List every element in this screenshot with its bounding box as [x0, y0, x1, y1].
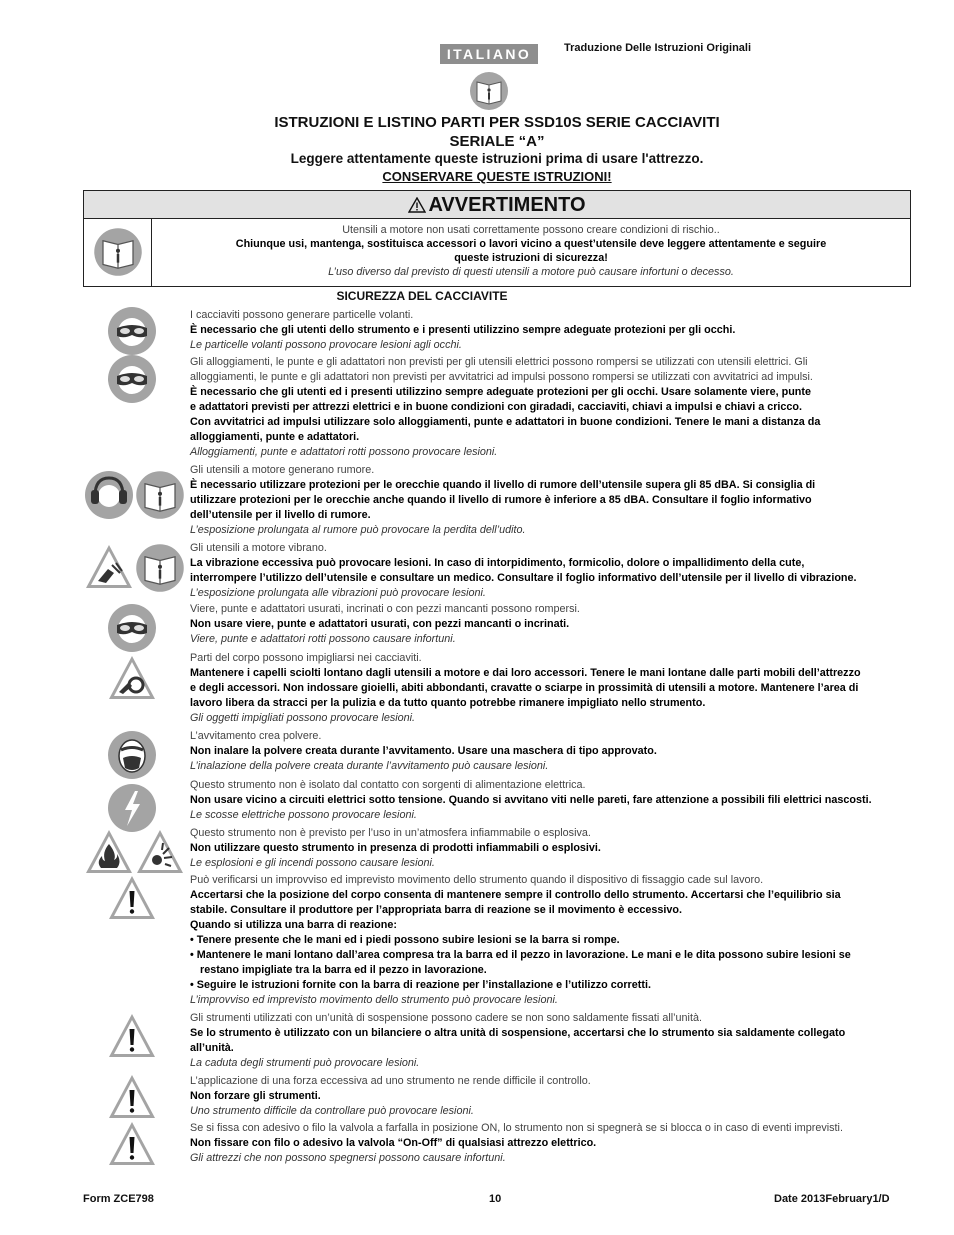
instruction-text: lavoro libera da stracci per la pulizia e da tutto quanto potrebbe rimanere impigliato nello strumento.	[190, 697, 706, 709]
consequence-text: Uno strumento difficile da controllare può provocare lesioni.	[190, 1105, 474, 1117]
instruction-text: Quando si utilizza una barra di reazione:	[190, 919, 397, 931]
read-manual-icon	[135, 543, 185, 593]
hazard-text: Può verificarsi un improvviso ed imprevisto movimento dello strumento quando il dispositivo di fissaggio cade sul lavoro.	[190, 874, 764, 886]
hazard-text: Gli utensili a motore vibrano.	[190, 542, 327, 554]
instruction-text: e degli accessori. Non indossare gioielli, abiti abbondanti, cravatte o sciarpe in prossimità di utensili a motore. Mantenere l’area di	[190, 682, 859, 694]
form-number: Form ZCE798	[83, 1193, 154, 1205]
doc-title-line1: ISTRUZIONI E LISTINO PARTI PER SSD10S SERIE CACCIAVITI	[274, 114, 720, 131]
consequence-text: Viere, punte e adattatori rotti possono causare infortuni.	[190, 633, 456, 645]
entanglement-hazard-icon	[107, 654, 157, 701]
section-title: SICUREZZA DEL CACCIAVITE	[336, 289, 508, 303]
hazard-text: Questo strumento non è previsto per l’uso in un’atmosfera infiammabile o esplosiva.	[190, 827, 591, 839]
hazard-text: L’applicazione di una forza eccessiva ad uno strumento ne rende difficile il controllo.	[190, 1075, 591, 1087]
warning-line: Utensili a motore non usati correttamente possono creare condizioni di rischio..	[342, 224, 720, 236]
safety-block-sockets	[190, 355, 914, 460]
safety-block-dust	[190, 729, 914, 774]
vibration-hazard-icon	[84, 543, 134, 590]
translation-note: Traduzione Delle Istruzioni Originali	[564, 42, 752, 54]
bullet-item: • Seguire le istruzioni fornite con la barra di reazione per l’installazione e l’utilizzo corretti.	[190, 979, 651, 991]
consequence-text: Gli oggetti impigliati possono provocare lesioni.	[190, 712, 416, 724]
instruction-text: Mantenere i capelli sciolti lontano dagli utensili a motore e dai loro accessori. Tenere le mani lontane dalle parti mobili dell’attrezzo	[190, 667, 861, 679]
read-manual-icon	[135, 470, 185, 520]
warning-box	[83, 190, 911, 287]
consequence-text: Alloggiamenti, punte e adattatori rotti possono provocare lesioni.	[190, 446, 498, 458]
read-manual-icon	[93, 227, 143, 277]
read-instructions-note: Leggere attentamente queste istruzioni prima di usare l'attrezzo.	[290, 151, 704, 166]
instruction-text: all’unità.	[190, 1042, 234, 1054]
eye-protection-icon	[107, 603, 157, 653]
warning-heading-text: AVVERTIMENTO	[428, 194, 586, 216]
instruction-text: e adattatori previsti per attrezzi elettrici e in buone condizioni con giradadi, cacciaviti, chiavi a impulsi e chiavi a cricco.	[190, 401, 803, 413]
safety-block-electric	[190, 778, 914, 823]
warning-triangle-icon	[408, 197, 426, 213]
general-warning-icon	[107, 874, 157, 921]
consequence-text: Le scosse elettriche possono provocare lesioni.	[190, 809, 417, 821]
general-warning-icon	[107, 1012, 157, 1059]
hazard-text: Gli alloggiamenti, le punte e gli adattatori non previsti per gli utensili elettrici possono rompersi se utilizzati con utensili elettrici. Gli	[190, 356, 808, 368]
hazard-text: Gli utensili a motore generano rumore.	[190, 464, 375, 476]
safety-block-entanglement	[190, 651, 914, 726]
instruction-text: Non inalare la polvere creata durante l’avvitamento. Usare una maschera di tipo approvato.	[190, 745, 657, 757]
electric-shock-icon	[107, 783, 157, 833]
instruction-text: Non usare viere, punte e adattatori usurati, con pezzi mancanti o incrinati.	[190, 618, 570, 630]
consequence-text: L’esposizione prolungata al rumore può provocare la perdita dell’udito.	[190, 524, 526, 536]
instruction-text: utilizzare protezioni per le orecchie anche quando il livello di rumore è inferiore a 85 dBA. Consultare il foglio informativo	[190, 494, 812, 506]
language-label: ITALIANO	[440, 44, 538, 64]
instruction-text: interrompere l’utilizzo dell’utensile e consultare un medico. Consultare il foglio informativo dell’utensile per il livello di vibrazione.	[190, 572, 857, 584]
instruction-text: Accertarsi che la posizione del corpo consenta di mantenere sempre il controllo dello strumento. Accertarsi che l’equilibrio sia	[190, 889, 841, 901]
page-number: 10	[489, 1193, 502, 1205]
instruction-text: È necessario utilizzare protezioni per le orecchie quando il livello di rumore dell’utensile supera gli 85 dBA. Si consiglia di	[190, 479, 816, 491]
instruction-text: dell’utensile per il livello di rumore.	[190, 509, 371, 521]
consequence-text: La caduta degli strumenti può provocare lesioni.	[190, 1057, 420, 1069]
instruction-text: Con avvitatrici ad impulsi utilizzare solo alloggiamenti, punte e adattatori in buone condizioni. Tenere le mani a distanza da	[190, 416, 821, 428]
consequence-text: Gli attrezzi che non possono spegnersi possono causare infortuni.	[190, 1152, 506, 1164]
hazard-text: I cacciaviti possono generare particelle volanti.	[190, 309, 414, 321]
consequence-text: Le esplosioni e gli incendi possono causare lesioni.	[190, 857, 435, 869]
flammable-hazard-icon	[84, 828, 134, 875]
instruction-text: Non utilizzare questo strumento in presenza di prodotti infiammabili o esplosivi.	[190, 842, 601, 854]
safety-block-vibration	[190, 541, 914, 601]
instruction-text: alloggiamenti, punte e adattatori.	[190, 431, 360, 443]
safety-block-throttle	[190, 1121, 914, 1166]
eye-protection-icon	[107, 354, 157, 404]
safety-block-worn-accessories	[190, 602, 914, 647]
general-warning-icon	[107, 1120, 157, 1167]
warning-line: L’uso diverso dal previsto di questi utensili a motore può causare infortuni o decesso.	[328, 266, 734, 278]
instruction-text: Non forzare gli strumenti.	[190, 1090, 321, 1102]
instruction-text: La vibrazione eccessiva può provocare lesioni. In caso di intorpidimento, formicolio, dolore o impallidimento della cute,	[190, 557, 805, 569]
safety-block-flying-particles	[190, 308, 914, 353]
hazard-text: Viere, punte e adattatori usurati, incrinati o con pezzi mancanti possono rompersi.	[190, 603, 580, 615]
instruction-text: È necessario che gli utenti ed i presenti utilizzino sempre adeguate protezioni per gli occhi. Usare solamente viere, punte	[190, 386, 811, 398]
bullet-item: • Tenere presente che le mani ed i piedi possono subire lesioni se la barra si rompe.	[190, 934, 620, 946]
hazard-text: Gli strumenti utilizzati con un’unità di sospensione possono cadere se non sono saldamente fissati all’unità.	[190, 1012, 702, 1024]
hazard-text: L’avvitamento crea polvere.	[190, 730, 322, 742]
document-date: Date 2013February1/D	[774, 1193, 890, 1205]
warning-line: queste istruzioni di sicurezza!	[454, 252, 608, 264]
safety-block-force	[190, 1074, 914, 1119]
consequence-text: L’inalazione della polvere creata durante l’avvitamento può causare lesioni.	[190, 760, 549, 772]
safety-block-suspension	[190, 1011, 914, 1071]
hazard-text: Se si fissa con adesivo o filo la valvola a farfalla in posizione ON, lo strumento non si spegnerà se si blocca o in caso di eventi imprevisti.	[190, 1122, 843, 1134]
hazard-text: Questo strumento non è isolato dal contatto con sorgenti di alimentazione elettrica.	[190, 779, 586, 791]
safety-block-explosive	[190, 826, 914, 871]
warning-line: Chiunque usi, mantenga, sostituisca accessori o lavori vicino a quest’utensile deve leggere attentamente e seguire	[235, 238, 827, 250]
respirator-icon	[107, 730, 157, 780]
instruction-text: Non usare vicino a circuiti elettrici sotto tensione. Quando si avvitano viti nelle pareti, fare attenzione a possibili fili elettrici nascosti.	[190, 794, 872, 806]
explosive-hazard-icon	[135, 828, 185, 875]
instruction-text: stabile. Consultare il produttore per l’appropriata barra di reazione se il movimento è eccessivo.	[190, 904, 683, 916]
ear-protection-icon	[84, 470, 134, 520]
hazard-text: Parti del corpo possono impigliarsi nei cacciaviti.	[190, 652, 422, 664]
bullet-item-continuation: restano impigliate tra la barra ed il pezzo in lavorazione.	[200, 964, 487, 976]
eye-protection-icon	[107, 306, 157, 356]
warning-icon-cell	[84, 219, 152, 286]
safety-block-noise	[190, 463, 914, 538]
consequence-text: Le particelle volanti possono provocare lesioni agli occhi.	[190, 339, 462, 351]
hazard-text: alloggiamenti, le punte e gli adattatori non previsti per avvitatrici ad impulsi possono rompersi se utilizzati con avvitatrici ad impulsi.	[190, 371, 813, 383]
doc-title-line2: SERIALE “A”	[449, 133, 545, 150]
instruction-text: Non fissare con filo o adesivo la valvola “On-Off” di qualsiasi attrezzo elettrico.	[190, 1137, 597, 1149]
instruction-text: È necessario che gli utenti dello strumento e i presenti utilizzino sempre adeguate protezioni per gli occhi.	[190, 324, 736, 336]
bullet-item: • Mantenere le mani lontano dall’area compresa tra la barra ed il pezzo in lavorazione. Le mani e le dita possono subire lesioni se	[190, 949, 851, 961]
consequence-text: L’improvviso ed imprevisto movimento dello strumento può provocare lesioni.	[190, 994, 558, 1006]
instruction-text: Se lo strumento è utilizzato con un bilanciere o altra unità di sospensione, accertarsi che lo strumento sia saldamente collegato	[190, 1027, 846, 1039]
keep-instructions-note: CONSERVARE QUESTE ISTRUZIONI!	[382, 169, 612, 184]
general-warning-icon	[107, 1073, 157, 1120]
safety-block-reaction-bar	[190, 873, 914, 1008]
consequence-text: L’esposizione prolungata alle vibrazioni può provocare lesioni.	[190, 587, 486, 599]
warning-text	[152, 223, 910, 279]
read-manual-icon	[469, 71, 509, 111]
warning-heading	[84, 191, 910, 219]
